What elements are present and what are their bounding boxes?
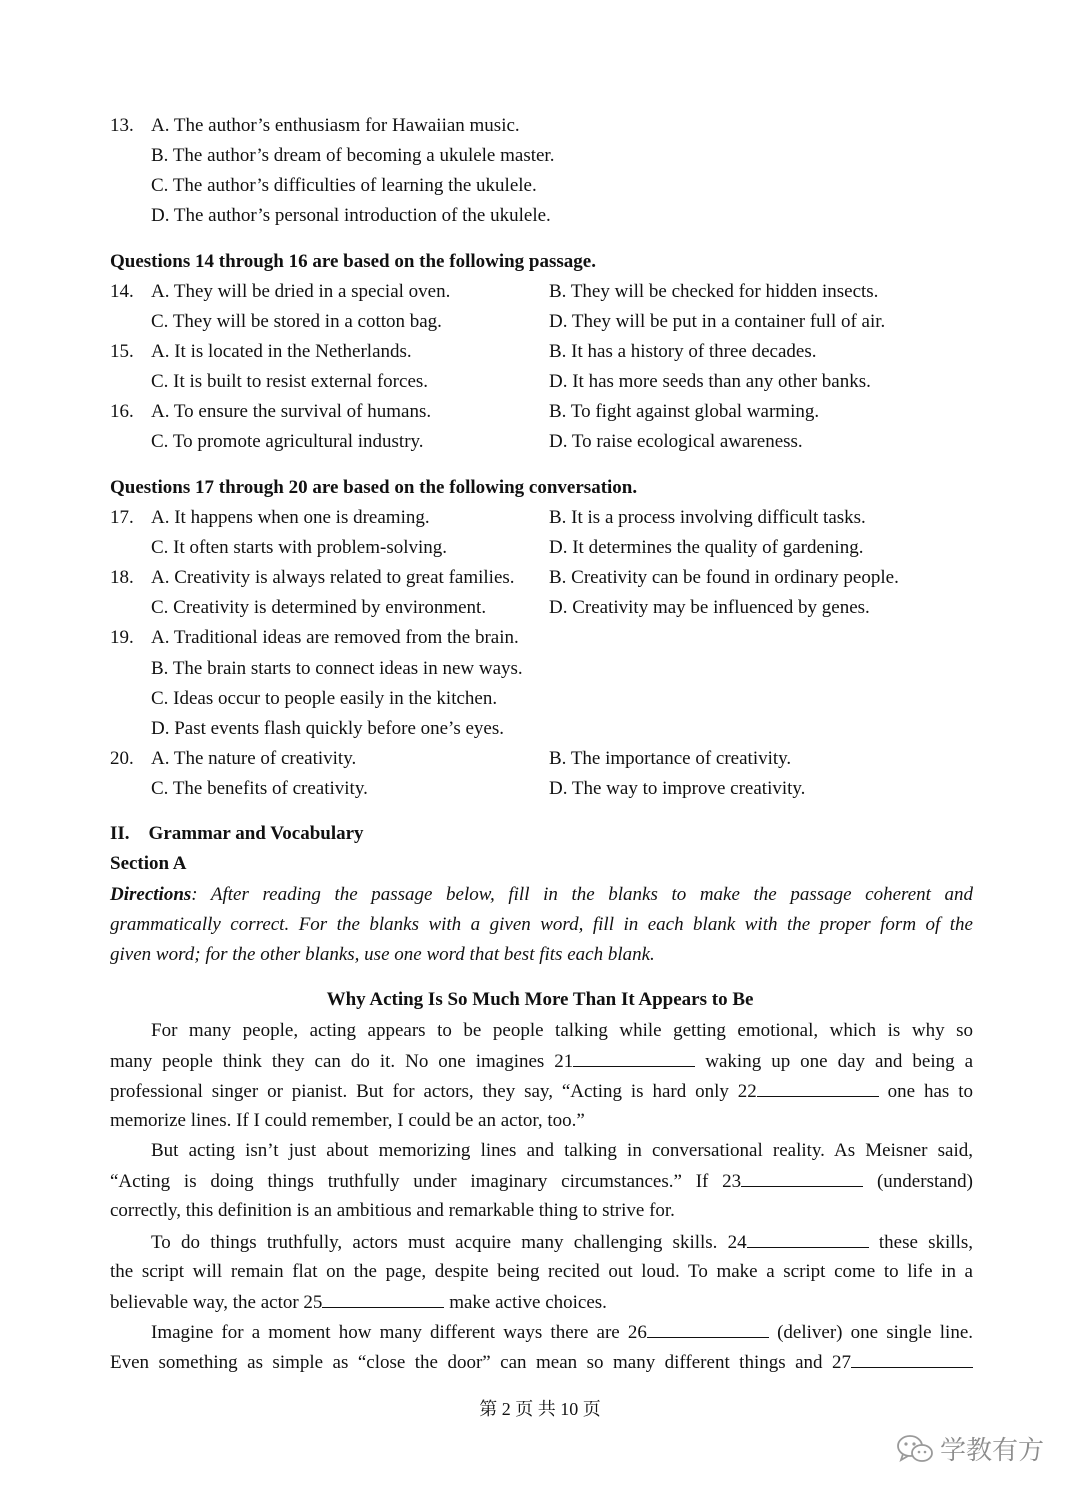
page-number: 第 2 页 共 10 页 [479, 1399, 601, 1419]
passage-title: Why Acting Is So Much More Than It Appears to Be [326, 989, 754, 1010]
q19-option-d: D. Past events flash quickly before one’s eyes. [151, 718, 504, 739]
q19-number: 19. [110, 627, 134, 648]
p2-line-1: But acting isn’t just about memorizing lines and talking in conversational reality. As Meisner said, [151, 1140, 973, 1161]
p4-line-2-a: Even something as simple as “close the door” can mean so many different things and 27 [110, 1352, 851, 1373]
q17-option-c: C. It often starts with problem-solving. [151, 537, 448, 558]
q13-option-d: D. The author’s personal introduction of the ukulele. [151, 205, 551, 226]
passage2-heading: Questions 17 through 20 are based on the following conversation. [110, 477, 638, 498]
watermark [896, 1430, 1044, 1467]
directions-label: Directions [110, 884, 192, 905]
p3-line-3 [110, 1291, 607, 1314]
q14-number: 14. [110, 281, 134, 302]
p1-line-1: For many people, acting appears to be people talking while getting emotional, which is why so [151, 1020, 973, 1041]
q20-option-d: D. The way to improve creativity. [549, 778, 806, 799]
q19-option-a: A. Traditional ideas are removed from the brain. [151, 627, 519, 648]
q20-option-a: A. The nature of creativity. [151, 748, 357, 769]
p1-line-4: memorize lines. If I could remember, I could be an actor, too.” [110, 1110, 585, 1131]
p1-line-2-a: many people think they can do it. No one imagines 21 [110, 1051, 574, 1072]
p4-line-1-a: Imagine for a moment how many different ways there are 26 [151, 1322, 647, 1343]
p4-line-1 [151, 1321, 973, 1344]
q13-option-a: A. The author’s enthusiasm for Hawaiian music. [151, 115, 520, 136]
q14-option-b: B. They will be checked for hidden insects. [549, 281, 879, 302]
wechat-icon [896, 1433, 934, 1465]
p4-line-2 [110, 1351, 973, 1374]
p3-line-3-a: believable way, the actor 25 [110, 1292, 323, 1313]
blank-21[interactable] [573, 1050, 695, 1067]
p1-line-2-b: waking up one day and being a [705, 1051, 973, 1072]
p4-line-1-b: (deliver) one single line. [777, 1322, 973, 1343]
p3-line-3-b: make active choices. [449, 1292, 607, 1313]
q16-number: 16. [110, 401, 134, 422]
blank-25[interactable] [322, 1291, 444, 1308]
q15-option-d: D. It has more seeds than any other banks. [549, 371, 871, 392]
q16-option-b: B. To fight against global warming. [549, 401, 820, 422]
q13-option-b: B. The author’s dream of becoming a ukulele master. [151, 145, 555, 166]
q14-option-a: A. They will be dried in a special oven. [151, 281, 451, 302]
p3-line-1-b: these skills, [878, 1232, 973, 1253]
section-a-heading: Section A [110, 853, 187, 874]
q19-option-c: C. Ideas occur to people easily in the kitchen. [151, 688, 498, 709]
directions-line-1 [110, 884, 973, 906]
q15-option-a: A. It is located in the Netherlands. [151, 341, 412, 362]
q14-option-c: C. They will be stored in a cotton bag. [151, 311, 442, 332]
q18-option-c: C. Creativity is determined by environment. [151, 597, 487, 618]
watermark-text: 学教有方 [939, 1436, 1044, 1466]
q15-option-b: B. It has a history of three decades. [549, 341, 817, 362]
p2-line-2-b: (understand) [876, 1171, 974, 1192]
p1-line-2 [110, 1050, 973, 1073]
p3-line-1 [151, 1231, 973, 1254]
q17-option-b: B. It is a process involving difficult tasks. [549, 507, 866, 528]
p1-line-3 [110, 1080, 973, 1103]
directions-text-1: : After reading the passage below, fill in the blanks to make the passage coherent and [191, 884, 973, 905]
q18-option-a: A. Creativity is always related to great families. [151, 567, 515, 588]
blank-24[interactable] [747, 1231, 869, 1248]
q16-option-a: A. To ensure the survival of humans. [151, 401, 432, 422]
q20-option-c: C. The benefits of creativity. [151, 778, 368, 799]
directions-line-2: grammatically correct. For the blanks with a given word, fill in each blank with the proper form of the [110, 914, 973, 935]
p2-line-2 [110, 1170, 973, 1193]
q20-number: 20. [110, 748, 134, 769]
q14-option-d: D. They will be put in a container full of air. [549, 311, 886, 332]
q19-option-b: B. The brain starts to connect ideas in new ways. [151, 658, 523, 679]
blank-22[interactable] [757, 1080, 879, 1097]
blank-27[interactable] [851, 1351, 973, 1368]
blank-23[interactable] [741, 1170, 863, 1187]
q16-option-d: D. To raise ecological awareness. [549, 431, 803, 452]
p2-line-2-a: “Acting is doing things truthfully under imaginary circumstances.” If 23 [110, 1171, 742, 1192]
q13-number: 13. [110, 115, 134, 136]
q15-number: 15. [110, 341, 134, 362]
q17-number: 17. [110, 507, 134, 528]
blank-26[interactable] [647, 1321, 769, 1338]
q13-option-c: C. The author’s difficulties of learning the ukulele. [151, 175, 537, 196]
q18-option-d: D. Creativity may be influenced by genes. [549, 597, 870, 618]
q20-option-b: B. The importance of creativity. [549, 748, 792, 769]
p3-line-1-a: To do things truthfully, actors must acquire many challenging skills. 24 [151, 1232, 747, 1253]
p1-line-3-b: one has to [887, 1081, 973, 1102]
passage1-heading: Questions 14 through 16 are based on the following passage. [110, 251, 596, 272]
q17-option-a: A. It happens when one is dreaming. [151, 507, 430, 528]
q17-option-d: D. It determines the quality of gardening. [549, 537, 864, 558]
section-heading: II. Grammar and Vocabulary [110, 823, 364, 844]
q15-option-c: C. It is built to resist external forces. [151, 371, 429, 392]
p3-line-2: the script will remain flat on the page, despite being recited out loud. To make a script come to life in a [110, 1261, 973, 1282]
p1-line-3-a: professional singer or pianist. But for actors, they say, “Acting is hard only 22 [110, 1081, 757, 1102]
q16-option-c: C. To promote agricultural industry. [151, 431, 424, 452]
q18-number: 18. [110, 567, 134, 588]
p2-line-3: correctly, this definition is an ambitious and remarkable thing to strive for. [110, 1200, 675, 1221]
q18-option-b: B. Creativity can be found in ordinary people. [549, 567, 899, 588]
directions-line-3: given word; for the other blanks, use one word that best fits each blank. [110, 944, 655, 965]
